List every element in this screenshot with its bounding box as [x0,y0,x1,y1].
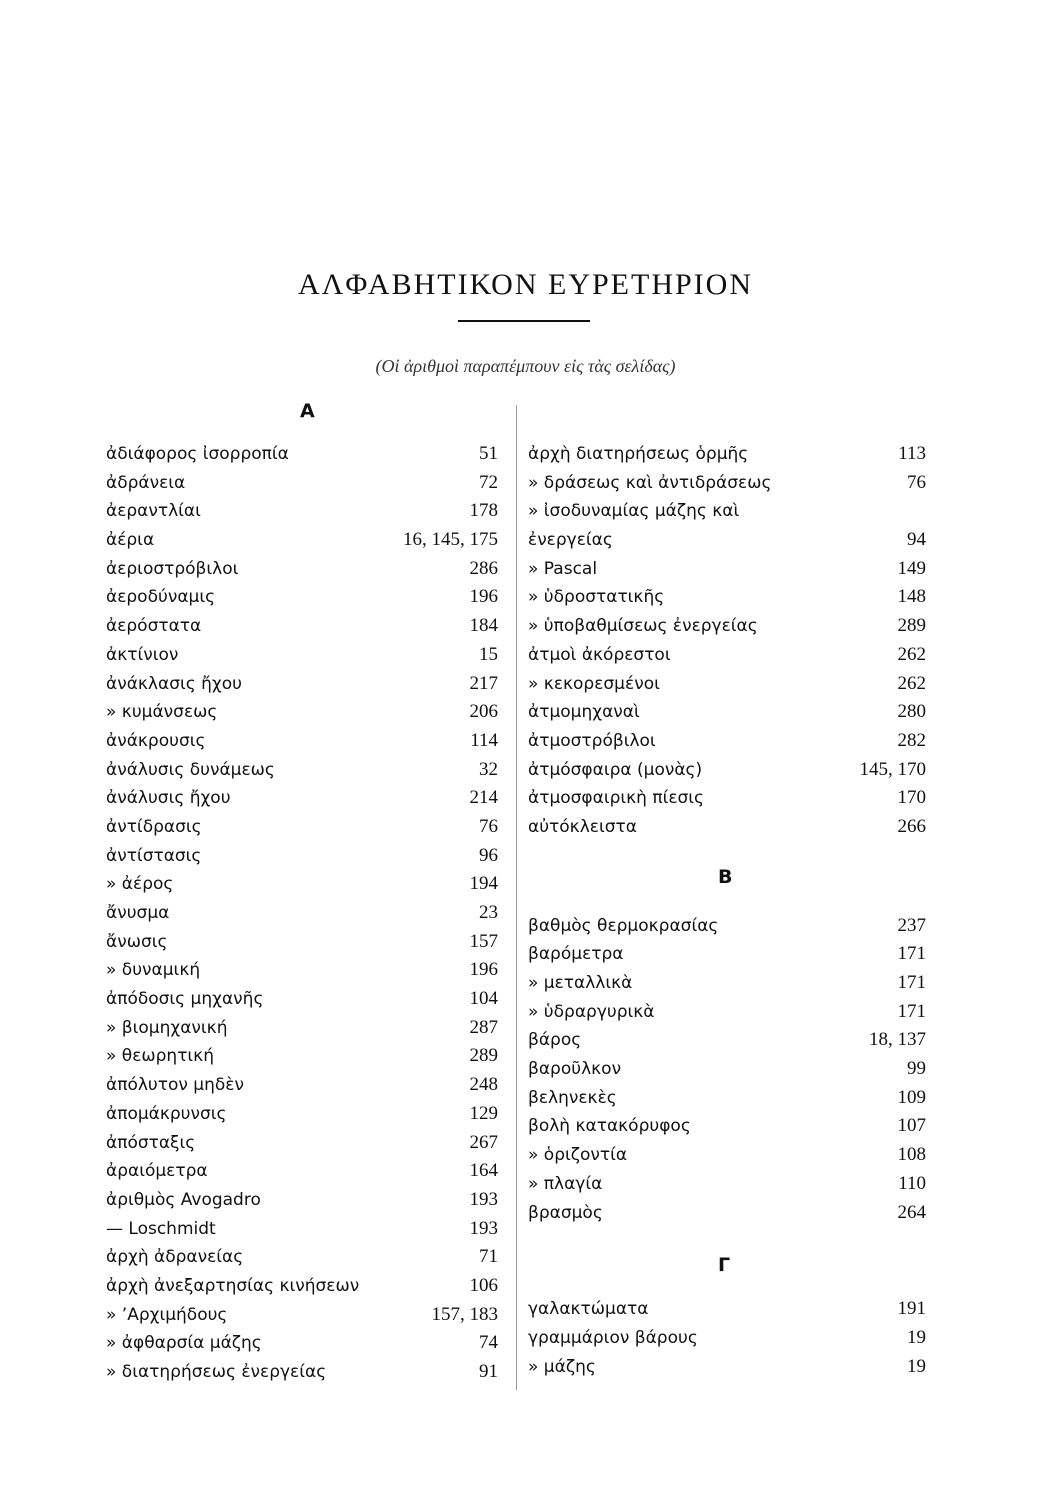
index-pages: 157 [469,930,498,952]
index-pages: 15 [479,643,498,665]
subtitle: (Οἱ ἀριθμοὶ παραπέμπουν εἰς τὰς σελίδας) [375,356,676,376]
index-pages: 262 [897,672,926,694]
index-pages: 171 [897,972,926,993]
index-pages: 286 [469,557,498,579]
index-pages: 94 [907,529,926,551]
index-entry [528,1084,926,1113]
index-entry [106,756,498,785]
index-term: βολὴ κατακόρυφος [528,1116,691,1137]
index-entry [528,612,926,641]
index-term: ἀνάλυσις ἤχου [106,788,231,809]
index-entry [106,813,498,842]
index-pages: 96 [479,844,498,866]
index-entry [528,641,926,670]
index-entry [106,1358,498,1387]
index-entry [106,1157,498,1186]
index-entry [106,698,498,727]
index-entry [106,899,498,928]
index-entry [106,440,498,469]
index-pages: 289 [469,1045,498,1067]
index-entry [528,813,926,842]
index-pages: 206 [469,701,498,723]
index-term: βαθμὸς θερμοκρασίας [528,915,719,936]
index-term: βρασμὸς [528,1202,603,1223]
index-pages: 170 [897,787,926,809]
index-term: » δράσεως καὶ ἀντιδράσεως [528,472,772,493]
index-entry [528,440,926,469]
index-term: ἀδράνεια [106,472,186,493]
index-term: ἀντίστασις [106,845,202,866]
index-entry [528,784,926,813]
index-pages: 164 [469,1160,498,1182]
index-term: ἄνωσις [106,931,168,952]
index-pages: 129 [469,1102,498,1124]
index-pages: 16, 145, 175 [403,529,498,551]
title-rule [458,320,590,322]
page-title: ΑΛΦΑΒΗΤΙΚΟΝ ΕΥΡΕΤΗΡΙΟΝ [298,268,753,301]
index-entry [528,998,926,1027]
index-term: » πλαγία [528,1173,603,1194]
index-pages: 287 [469,1016,498,1038]
index-term: ἀτμόσφαιρα (μονὰς) [528,759,703,780]
index-entry [528,497,926,526]
index-term: ἀνάκρουσις [106,730,206,751]
index-pages: 264 [897,1201,926,1223]
index-entry [528,1324,926,1353]
index-entry [106,1301,498,1330]
index-entry [106,1129,498,1158]
index-term: βαρόμετρα [528,944,624,965]
index-entry [106,497,498,526]
index-entry [528,526,926,555]
index-term: βεληνεκὲς [528,1087,617,1108]
index-term: » ὑδραργυρικὰ [528,1001,655,1022]
index-entry [528,940,926,969]
index-pages: 76 [907,471,926,493]
index-entry [528,583,926,612]
index-pages: 106 [469,1274,498,1296]
index-pages: 145, 170 [859,758,926,780]
index-pages: 51 [479,443,498,464]
index-term: ἀτμομηχαναὶ [528,702,640,723]
index-term: » ’Αρχιμήδους [106,1304,228,1325]
index-entry [106,956,498,985]
index-entry [528,469,926,498]
index-entry [528,670,926,699]
index-entry [528,969,926,998]
index-entry [106,469,498,498]
index-term: » δυναμική [106,960,201,981]
index-term: ἀντίδρασις [106,816,202,837]
index-pages: 191 [897,1298,926,1320]
index-pages: 19 [907,1326,926,1348]
index-term: ἀτμοστρόβιλοι [528,730,656,751]
index-pages: 104 [469,988,498,1010]
index-term: ἀνάκλασις ἤχου [106,673,242,694]
index-entry [106,1329,498,1358]
index-term: ἀρχὴ ἀδρανείας [106,1247,244,1268]
index-term: ἀδιάφορος ἰσορροπία [106,444,289,464]
index-entry [528,727,926,756]
index-term: ἀπόσταξις [106,1132,196,1153]
index-term: — Loschmidt [106,1218,216,1239]
index-term: γαλακτώματα [528,1299,649,1320]
index-term: ἀτμοσφαιρικὴ πίεσις [528,788,705,809]
index-entry [528,756,926,785]
index-term: » ὑποβαθμίσεως ἐνεργείας [528,616,758,637]
index-pages: 149 [897,557,926,579]
index-term: » κεκορεσμένοι [528,673,660,694]
index-term: ἐνεργείας [528,530,613,551]
index-entry [528,912,926,941]
index-term: ἀρχὴ ἀνεξαρτησίας κινήσεων [106,1275,360,1296]
index-term: ἀεριοστρόβιλοι [106,558,239,579]
index-term: ἄνυσμα [106,903,170,923]
index-term: » μάζης [528,1356,596,1377]
index-term: » θεωρητική [106,1046,214,1067]
index-pages: 193 [469,1217,498,1239]
index-entry [528,555,926,584]
index-term: » ὁριζοντία [528,1145,628,1166]
index-entry [528,1112,926,1141]
index-term: ἀεραντλίαι [106,501,201,522]
index-term: ἀνάλυσις δυνάμεως [106,759,275,780]
section-letter-a: Α [300,400,315,422]
index-pages: 171 [897,943,926,965]
index-pages: 114 [470,729,498,751]
index-term: βάρος [528,1030,582,1051]
index-entry [106,842,498,871]
index-pages: 266 [897,815,926,837]
index-entry [528,1055,926,1084]
index-pages: 71 [479,1246,498,1268]
index-entry [106,1186,498,1215]
index-term: ἀτμοὶ ἀκόρεστοι [528,644,671,665]
index-pages: 19 [907,1355,926,1377]
index-term: » κυμάνσεως [106,702,218,723]
index-term: ἀερόστατα [106,616,202,637]
index-entry [528,1353,926,1382]
index-term: ἀριθμὸς Avogadro [106,1189,261,1210]
section-letter-b: Β [718,866,733,888]
index-term: ἀκτίνιον [106,644,179,665]
right-column [528,440,926,1381]
index-entry [106,985,498,1014]
index-pages: 74 [479,1332,498,1354]
index-entry [106,641,498,670]
index-pages: 237 [897,914,926,936]
index-pages: 184 [469,615,498,637]
index-entry [528,1295,926,1324]
index-entry [106,670,498,699]
index-pages: 196 [469,959,498,981]
index-term: αὐτόκλειστα [528,816,637,837]
index-entry [528,698,926,727]
index-entry [528,1199,926,1228]
index-pages: 196 [469,586,498,608]
index-term: ἀπόλυτον μηδὲν [106,1075,244,1096]
index-pages: 171 [897,1000,926,1022]
index-term: ἀραιόμετρα [106,1161,208,1182]
index-pages: 193 [469,1188,498,1210]
index-term: γραμμάριον βάρους [528,1327,698,1348]
index-pages: 107 [897,1115,926,1137]
index-pages: 91 [479,1361,498,1382]
index-term: » βιομηχανική [106,1017,228,1038]
index-entry [106,612,498,641]
index-term: ἀπομάκρυνσις [106,1103,227,1124]
index-pages: 217 [469,672,498,694]
index-pages: 262 [897,643,926,665]
index-pages: 178 [469,500,498,522]
index-pages: 72 [479,471,498,493]
index-entry [528,1026,926,1055]
section-letter-g: Γ [718,1254,731,1276]
left-column [106,440,498,1387]
index-entry [106,555,498,584]
index-pages: 214 [469,787,498,809]
index-term: ἀέρια [106,530,155,551]
section-spacer [528,842,926,912]
index-term: ἀεροδύναμις [106,587,216,608]
index-entry [106,928,498,957]
index-pages: 157, 183 [431,1303,498,1325]
index-entry [106,870,498,899]
index-term: » ἀφθαρσία μάζης [106,1333,262,1354]
index-entry [106,526,498,555]
index-entry [106,727,498,756]
index-entry [106,1243,498,1272]
index-entry [106,1071,498,1100]
index-term: βαροῦλκον [528,1059,622,1080]
index-entry [528,1170,926,1199]
index-pages: 280 [897,701,926,723]
index-pages: 110 [898,1172,926,1194]
index-entry [106,1014,498,1043]
index-term: » διατηρήσεως ἐνεργείας [106,1362,327,1382]
index-pages: 109 [897,1086,926,1108]
index-pages: 113 [898,443,926,464]
index-pages: 76 [479,815,498,837]
index-term: » ἀέρος [106,874,174,895]
index-entry [106,583,498,612]
index-pages: 32 [479,758,498,780]
index-pages: 194 [469,873,498,895]
index-entry [106,1272,498,1301]
index-term: ἀρχὴ διατηρήσεως ὁρμῆς [528,444,749,464]
index-entry [106,1042,498,1071]
index-pages: 148 [897,586,926,608]
index-term: » ὑδροστατικῆς [528,587,665,608]
index-pages: 267 [469,1131,498,1153]
index-pages: 23 [479,902,498,923]
section-spacer [528,1227,926,1295]
index-term: » ἰσοδυναμίας μάζης καὶ [528,501,740,522]
index-pages: 289 [897,615,926,637]
index-pages: 282 [897,729,926,751]
index-term: » Pascal [528,558,598,579]
index-entry [106,1100,498,1129]
index-entry [106,784,498,813]
index-entry [528,1141,926,1170]
index-pages: 248 [469,1074,498,1096]
column-divider [516,405,517,1390]
index-term: ἀπόδοσις μηχανῆς [106,989,264,1010]
index-entry [106,1215,498,1244]
index-pages: 108 [897,1144,926,1166]
index-term: » μεταλλικὰ [528,973,633,993]
index-pages: 18, 137 [869,1029,926,1051]
index-pages: 99 [907,1058,926,1080]
